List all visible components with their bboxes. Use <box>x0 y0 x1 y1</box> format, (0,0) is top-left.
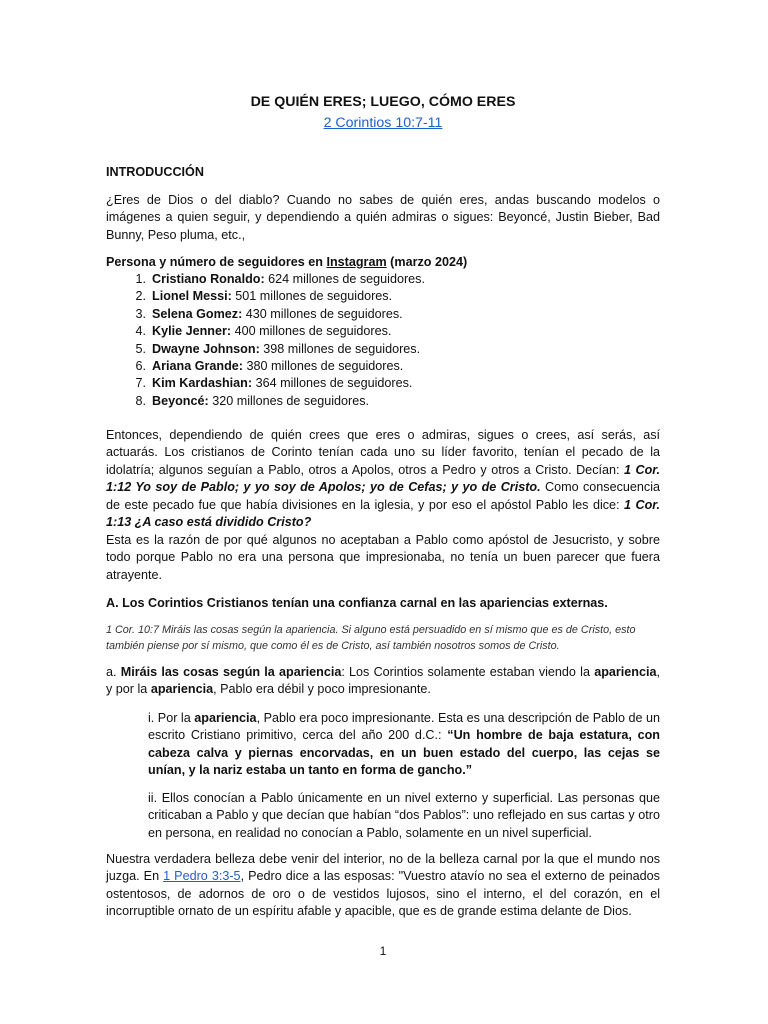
list-heading: Persona y número de seguidores en Instagram (marzo 2024) <box>106 255 468 269</box>
list-item: 8. Beyoncé: 320 millones de seguidores. <box>135 393 370 408</box>
list-item: 6. Ariana Grande: 380 millones de seguidores. <box>135 358 404 373</box>
paragraph-belleza: Nuestra verdadera belleza debe venir del interior, no de la belleza carnal por la que el mundo nos juzga. En 1 Pedro 3:3-5, Pedro dice a las esposas: "Vuestro atavío no sea el externo de peinados ostentosos, de adornos de oro o de vestidos lujosos, sino el interno, el del corazón, en el incorruptible ornato de un espíritu afable y apacible, que es de grande estima delante de Dios. <box>106 852 660 919</box>
page-title: DE QUIÉN ERES; LUEGO, CÓMO ERES <box>250 94 516 110</box>
list-item: 5. Dwayne Johnson: 398 millones de seguidores. <box>135 341 421 356</box>
subtitle <box>106 115 660 132</box>
list-item: 4. Kylie Jenner: 400 millones de seguidores. <box>135 324 392 339</box>
paragraph-entonces: Entonces, dependiendo de quién crees que eres o admiras, sigues o crees, así serás, así actuarás. Los cristianos de Corinto tenían cada uno su líder favorito, tenían el pecado de la idolatría; algunos seguían a Pablo, otros a Apolos, otros a Pedro y otros a Cristo. Decían: 1 Cor. 1:12 Yo soy de Pablo; y yo soy de Apolos; yo de Cefas; y yo de Cristo. Como consecuencia de este pecado fue que había divisiones en la iglesia, y por eso el apóstol Pablo les dice: 1 Cor. 1:13 ¿A caso está dividido Cristo? <box>106 428 661 530</box>
verse-quote: 1 Cor. 10:7 Miráis las cosas según la apariencia. Si alguno está persuadido en sí mismo que es de Cristo, esto también piense por sí mismo, que como él es de Cristo, así también nosotros somos de Cristo. <box>106 624 636 653</box>
point-i: i. Por la apariencia, Pablo era poco impresionante. Esta es una descripción de Pablo de un escrito Cristiano primitivo, cerca del año 200 d.C.: “Un hombre de baja estatura, con cabeza calva y piernas encorvadas, en un buen estado del cuerpo, las cejas se unían, y la nariz estaba un tanto en forma de gancho.” <box>148 711 660 778</box>
scripture-quote: 1 Cor. 1:13 ¿A caso está dividido Cristo? <box>106 497 660 530</box>
paragraph-razon: Esta es la razón de por qué algunos no aceptaban a Pablo como apóstol de Jesucristo, y sobre todo porque Pablo no era una persona que impresionaba, no tenía un buen parecer que fuera atrayente. <box>106 533 660 582</box>
scripture-link[interactable]: 2 Corintios 10:7-11 <box>323 115 443 131</box>
section-heading: A. Los Corintios Cristianos tenían una confianza carnal en las apariencias externas. <box>106 596 608 610</box>
list-item: 3. Selena Gomez: 430 millones de seguidores. <box>135 306 403 321</box>
scripture-quote: 1 Cor. 1:12 Yo soy de Pablo; y yo soy de Apolos; yo de Cefas; y yo de Cristo. <box>106 462 660 495</box>
list-item: 2. Lionel Messi: 501 millones de seguidores. <box>135 289 393 304</box>
page-number: 1 <box>379 944 387 958</box>
platform-name: Instagram <box>326 255 387 269</box>
followers-list <box>106 271 660 410</box>
point-ii: ii. Ellos conocían a Pablo únicamente en un nivel externo y superficial. Las personas que criticaban a Pablo y que decían que habían “dos Pablos”: uno reflejado en sus cartas y otro en persona, en realidad no conocían a Pablo, solamente en un nivel superficial. <box>148 791 660 840</box>
point-a: a. Miráis las cosas según la apariencia: Los Corintios solamente estaban viendo la apariencia, y por la apariencia, Pablo era débil y poco impresionante. <box>106 665 660 697</box>
intro-heading: INTRODUCCIÓN <box>106 165 204 179</box>
list-item: 7. Kim Kardashian: 364 millones de seguidores. <box>135 376 413 391</box>
list-item: 1. Cristiano Ronaldo: 624 millones de seguidores. <box>135 272 425 286</box>
scripture-link[interactable]: 1 Pedro 3:3-5 <box>163 869 241 884</box>
intro-paragraph: ¿Eres de Dios o del diablo? Cuando no sabes de quién eres, andas buscando modelos o imágenes a quien seguir, y dependiendo a quién admiras o sigues: Beyoncé, Justin Bieber, Bad Bunny, Peso pluma, etc., <box>106 193 660 242</box>
